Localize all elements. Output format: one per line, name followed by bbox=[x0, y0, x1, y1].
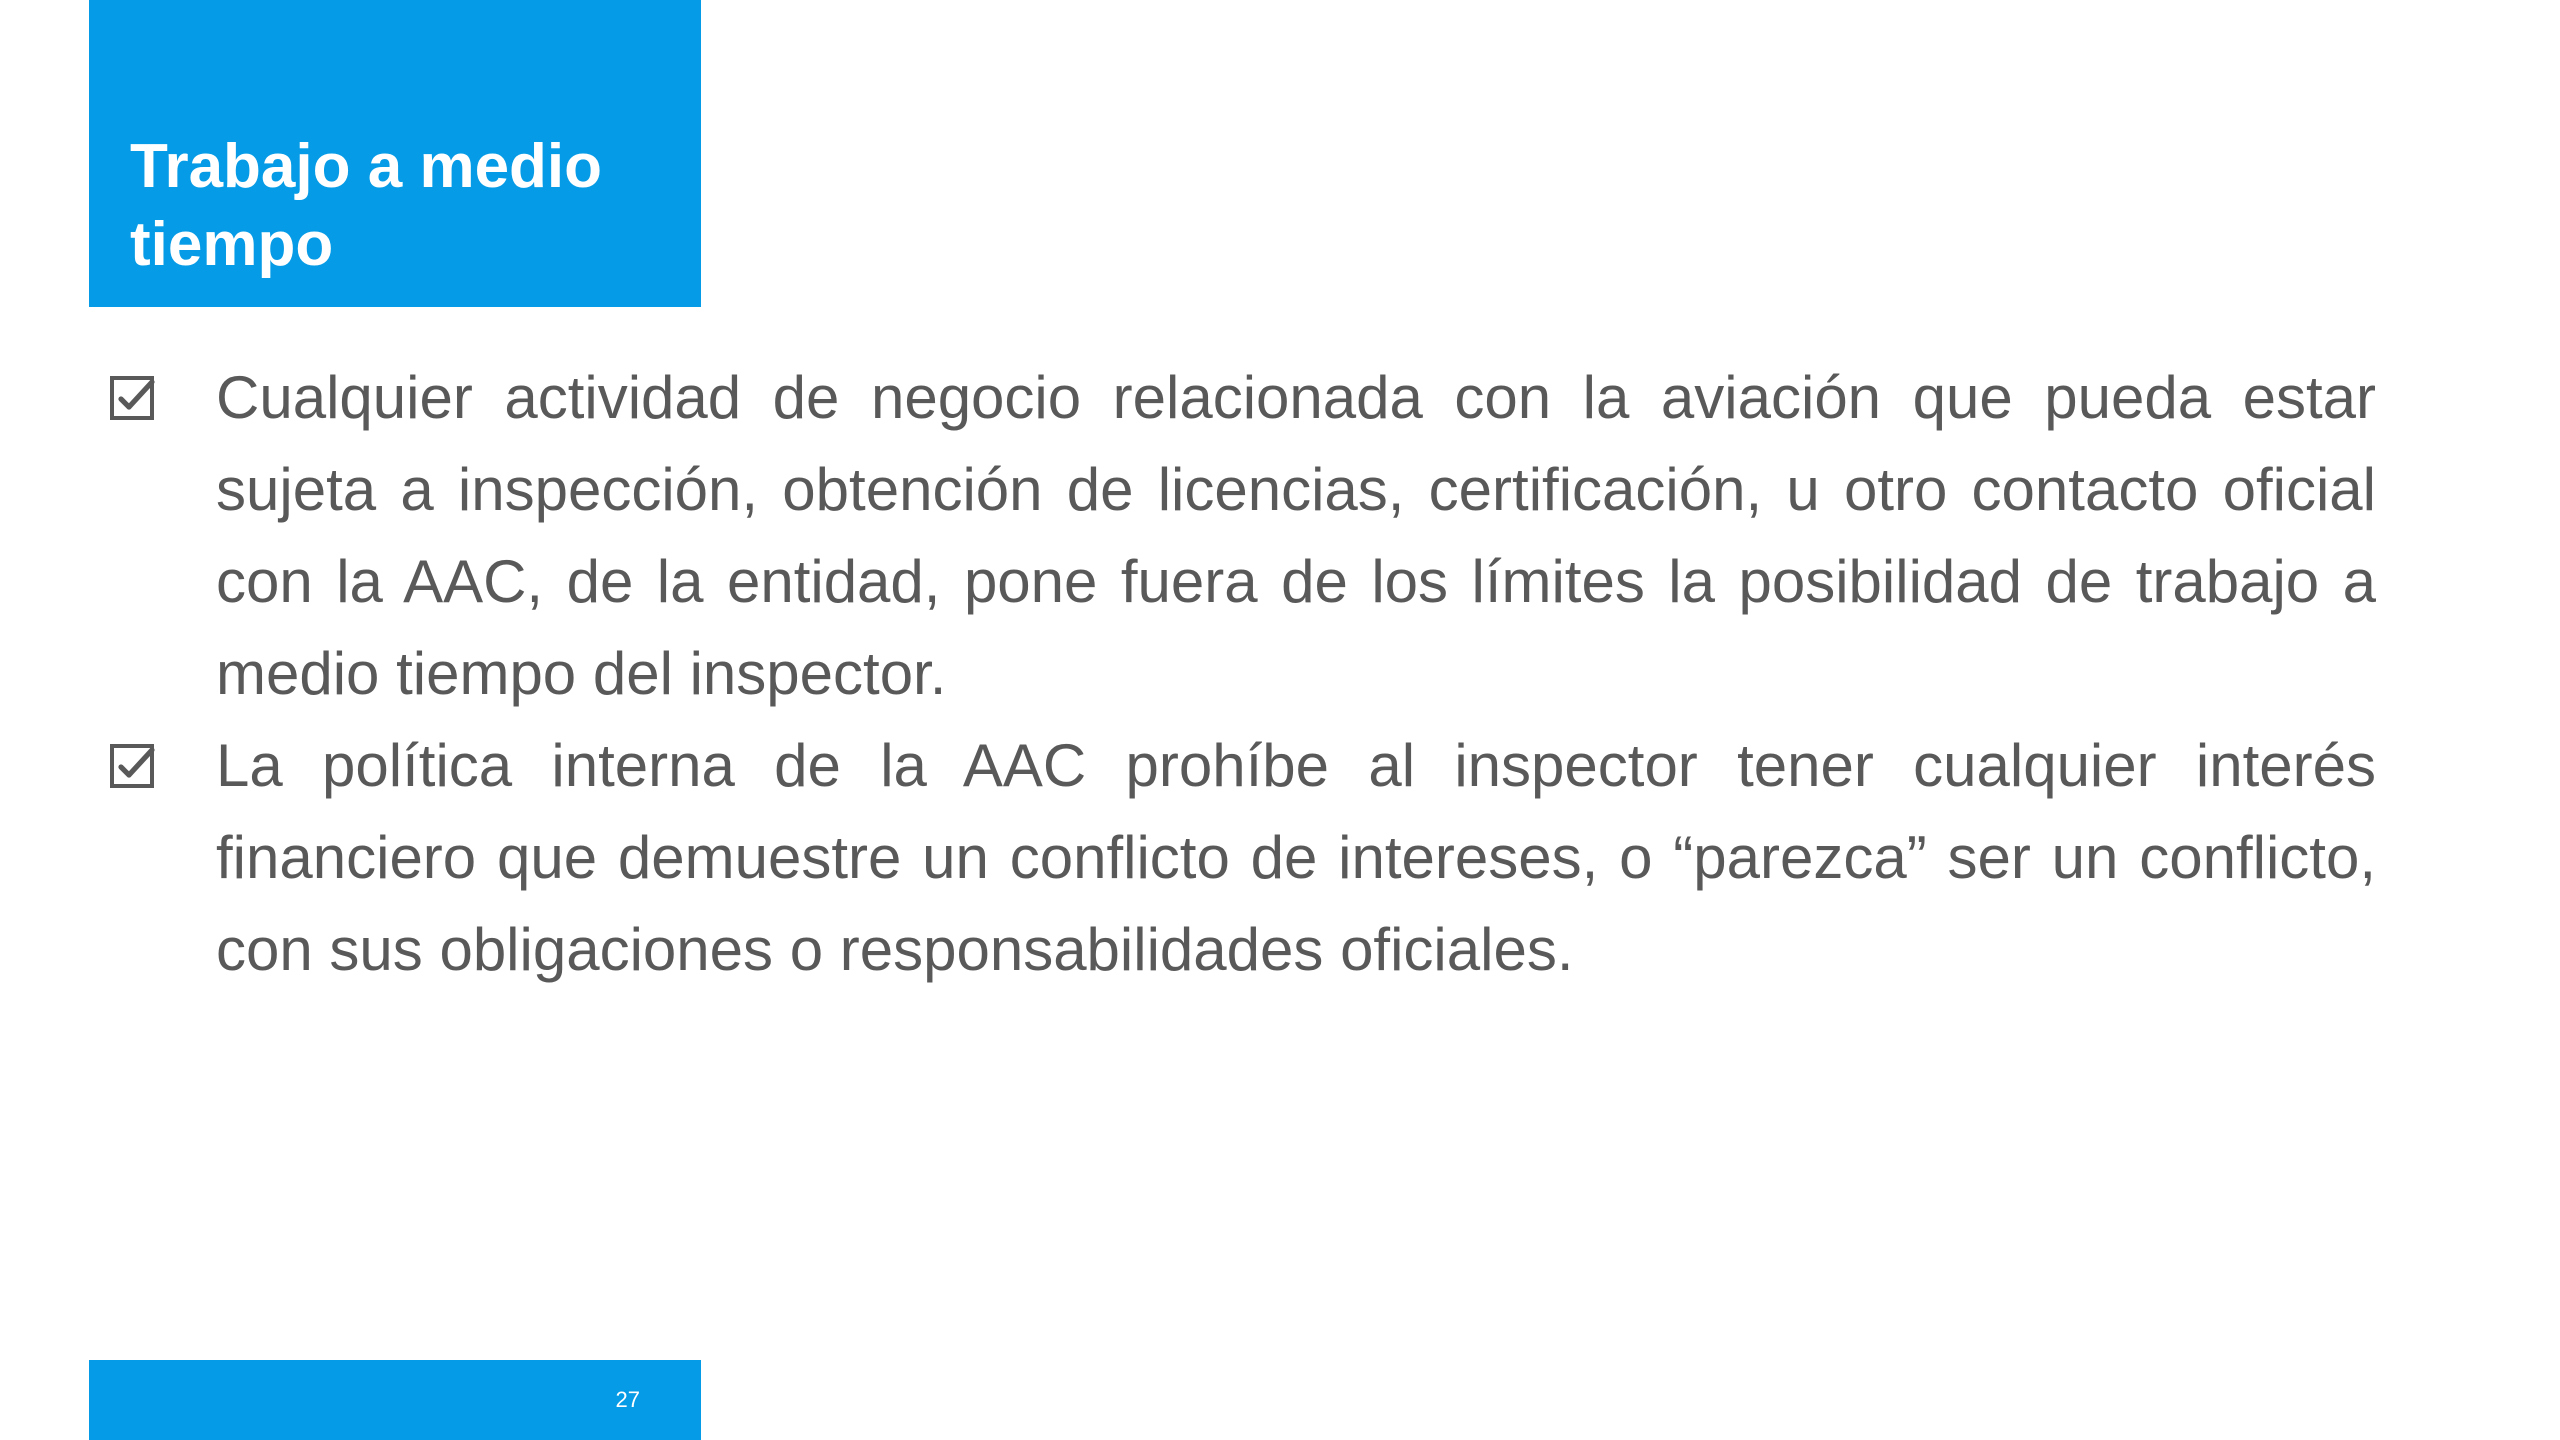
title-banner bbox=[89, 0, 701, 307]
bullet-item bbox=[104, 720, 2376, 996]
slide-title: Trabajo a medio tiempo bbox=[130, 132, 603, 279]
footer-banner bbox=[89, 1360, 701, 1440]
bullet-text: Cualquier actividad de negocio relacionada con la aviación que pueda estar sujeta a inspección, obtención de licencias, certificación, u otro contacto oficial con la AAC, de la entidad, pone fuera de los límites la posibilidad de trabajo a medio tiempo del inspector. bbox=[216, 364, 2376, 707]
page-number: 27 bbox=[615, 1387, 640, 1412]
bullet-item bbox=[104, 352, 2376, 720]
bullet-list bbox=[104, 352, 2376, 996]
bullet-text: La política interna de la AAC prohíbe al inspector tener cualquier interés financiero que demuestre un conflicto de intereses, o “parezca” ser un conflicto, con sus obligaciones o responsabilidades oficiales. bbox=[216, 732, 2376, 983]
checkbox-checked-icon bbox=[104, 352, 160, 444]
checkbox-checked-icon bbox=[104, 720, 160, 812]
